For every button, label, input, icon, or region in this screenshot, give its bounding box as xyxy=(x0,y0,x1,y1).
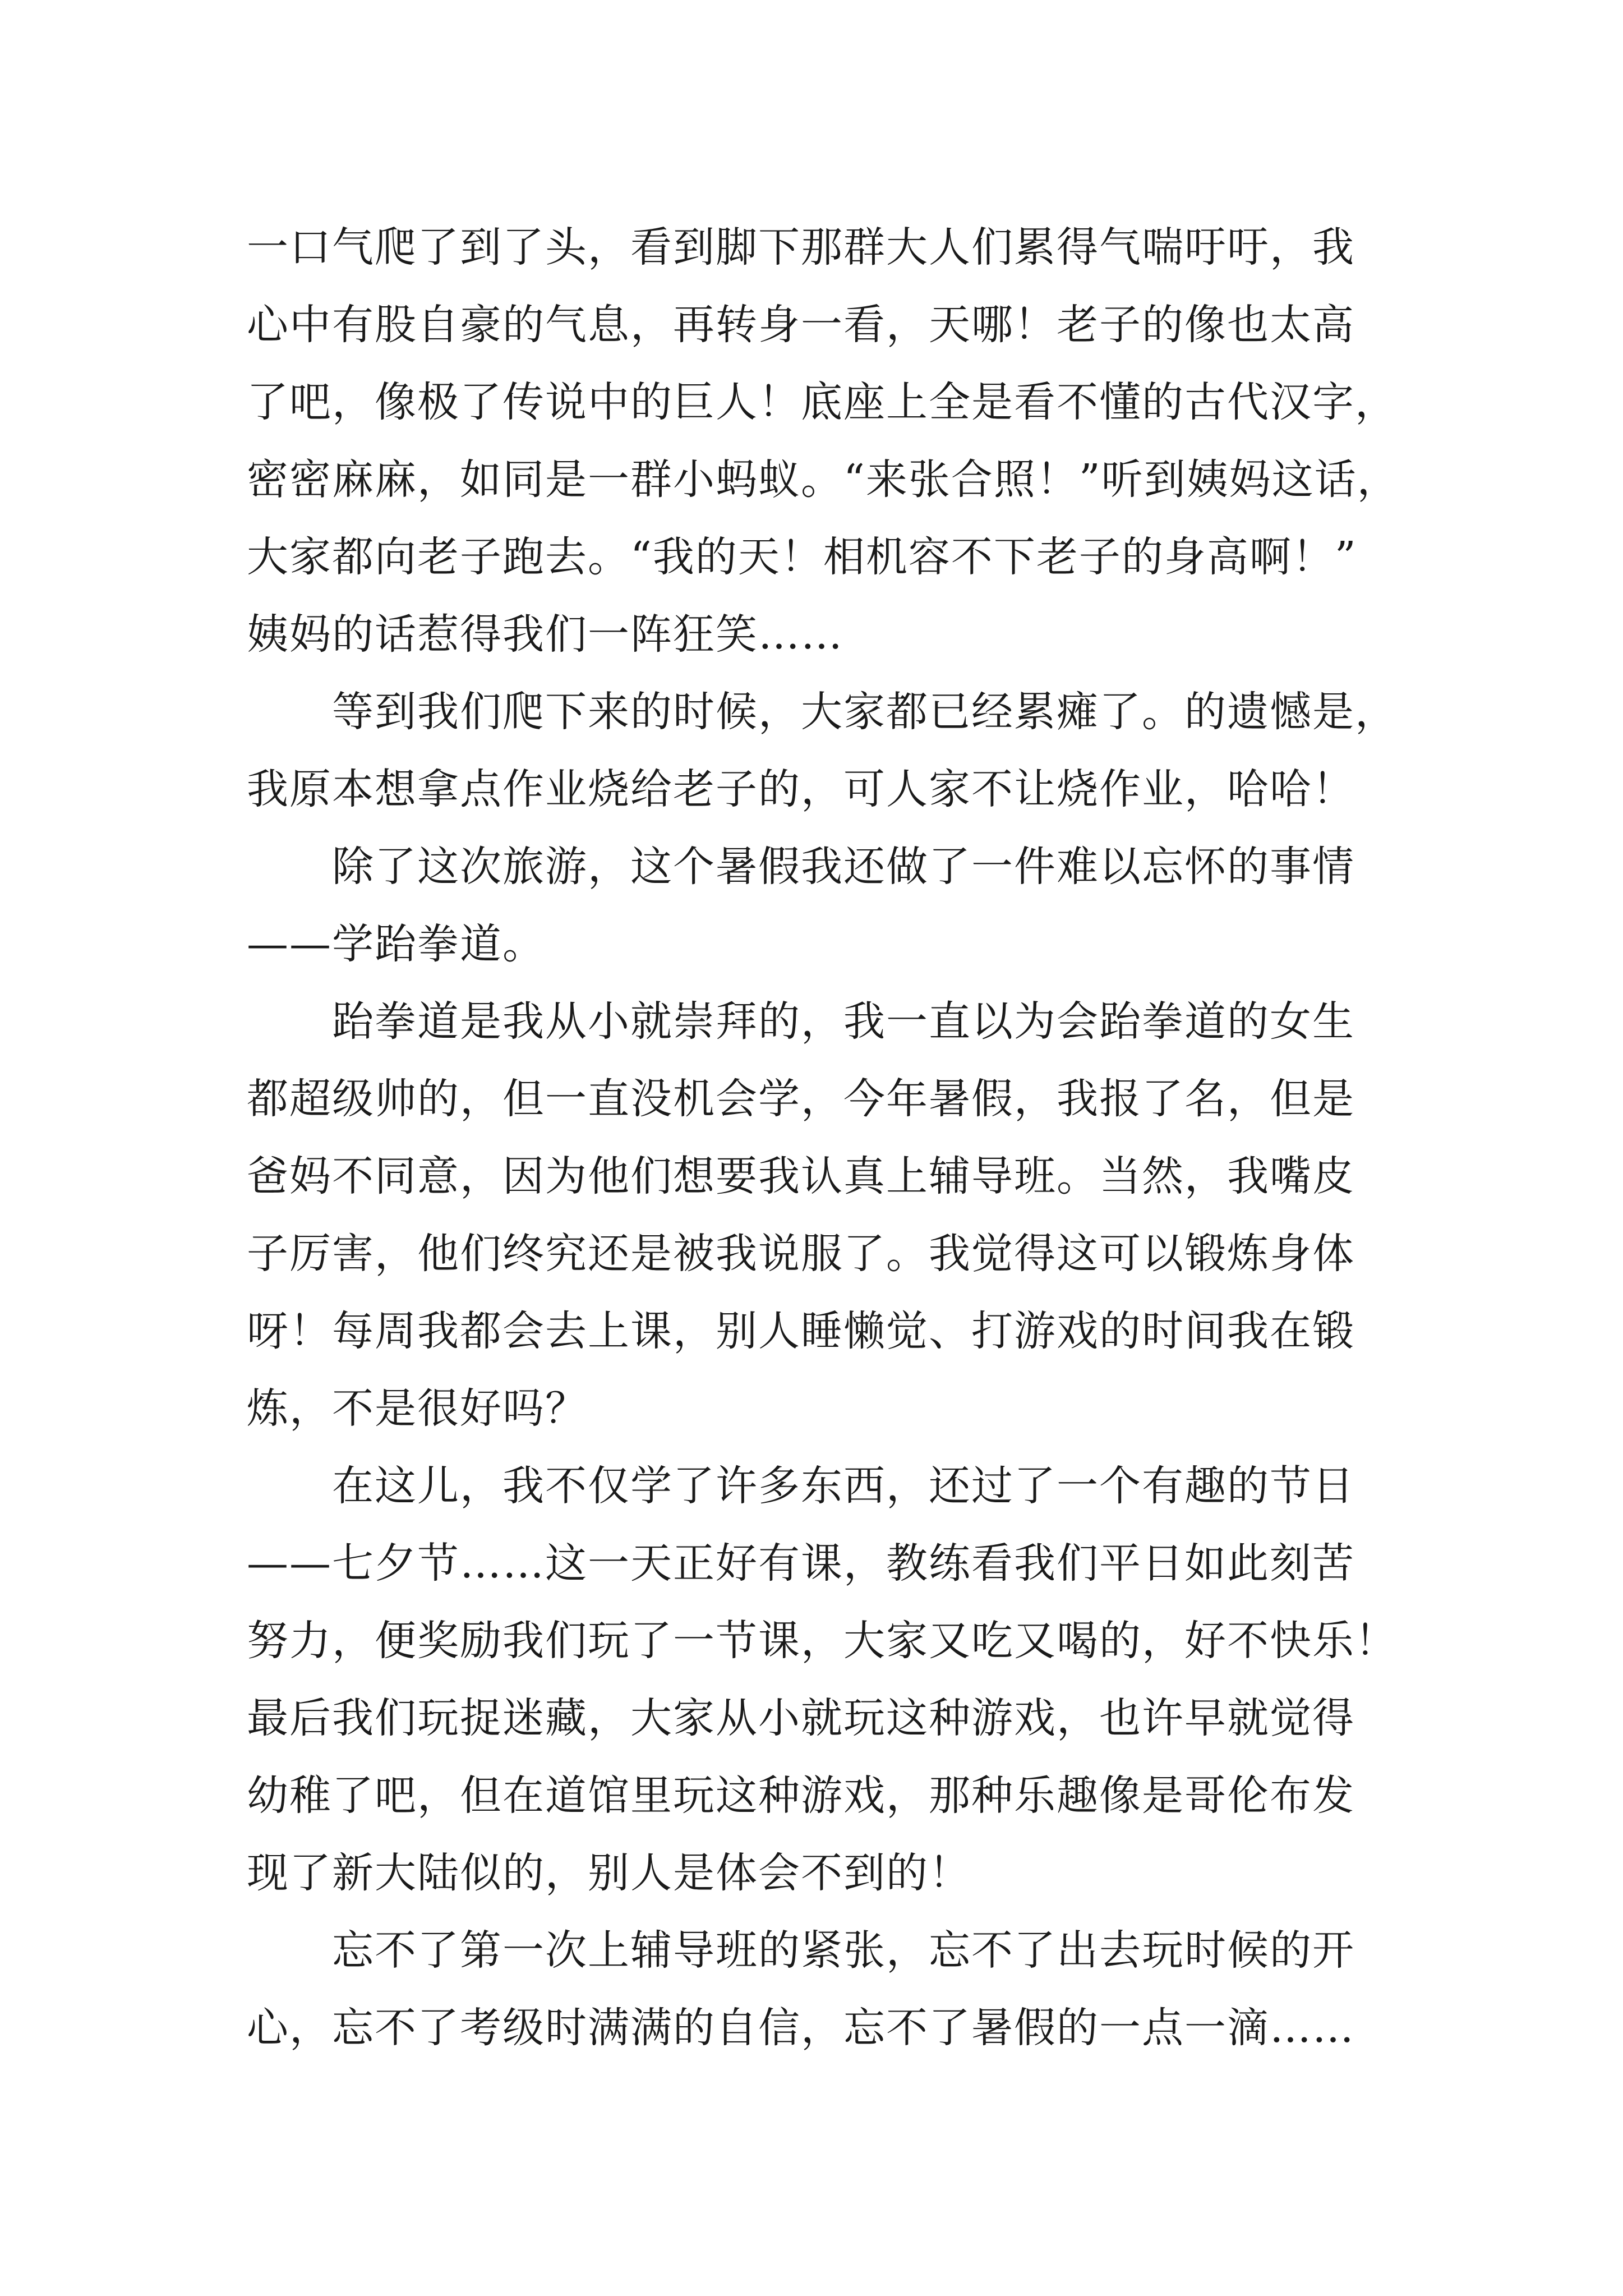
text-line: 现了新大陆似的，别人是体会不到的！ xyxy=(247,1849,971,1897)
text-line: 呀！每周我都会去上课，别人睡懒觉、打游戏的时间我在锻 xyxy=(247,1307,1355,1355)
text-line: 等到我们爬下来的时候，大家都已经累瘫了。的遗憾是， xyxy=(332,688,1398,736)
text-line: 一口气爬了到了头，看到脚下那群大人们累得气喘吁吁，我 xyxy=(247,223,1355,272)
text-line: 炼，不是很好吗？ xyxy=(247,1384,588,1433)
paragraph-6 xyxy=(247,1912,1430,2067)
text-line: 爸妈不同意，因为他们想要我认真上辅导班。当然，我嘴皮 xyxy=(247,1152,1355,1200)
text-line: 密密麻麻，如同是一群小蚂蚁。“来张合照！”听到姨妈这话， xyxy=(247,455,1400,504)
text-line: 除了这次旅游，这个暑假我还做了一件难以忘怀的事情 xyxy=(332,843,1355,891)
text-line: 心中有股自豪的气息，再转身一看，天哪！老子的像也太高 xyxy=(247,301,1355,349)
text-line: ——七夕节……这一天正好有课，教练看我们平日如此刻苦 xyxy=(247,1539,1355,1588)
paragraph-1 xyxy=(247,209,1430,673)
paragraph-2 xyxy=(247,673,1430,828)
text-line: 在这儿，我不仅学了许多东西，还过了一个有趣的节日 xyxy=(332,1462,1355,1510)
paragraph-3 xyxy=(247,828,1430,983)
text-line: ——学跆拳道。 xyxy=(247,920,545,968)
text-line: 最后我们玩捉迷藏，大家从小就玩这种游戏，也许早就觉得 xyxy=(247,1694,1355,1742)
text-line: 跆拳道是我从小就崇拜的，我一直以为会跆拳道的女生 xyxy=(332,997,1355,1046)
document-body xyxy=(247,209,1430,2067)
text-line: 忘不了第一次上辅导班的紧张，忘不了出去玩时候的开 xyxy=(332,1926,1355,1975)
text-line: 大家都向老子跑去。“我的天！相机容不下老子的身高啊！” xyxy=(247,533,1357,581)
text-line: 姨妈的话惹得我们一阵狂笑…… xyxy=(247,610,843,659)
text-line: 子厉害，他们终究还是被我说服了。我觉得这可以锻炼身体 xyxy=(247,1230,1355,1278)
text-line: 我原本想拿点作业烧给老子的，可人家不让烧作业，哈哈！ xyxy=(247,765,1355,813)
text-line: 了吧，像极了传说中的巨人！底座上全是看不懂的古代汉字， xyxy=(247,378,1398,426)
paragraph-5 xyxy=(247,1447,1430,1912)
text-line: 努力，便奖励我们玩了一节课，大家又吃又喝的，好不快乐！ xyxy=(247,1617,1398,1665)
text-line: 都超级帅的，但一直没机会学，今年暑假，我报了名，但是 xyxy=(247,1075,1355,1123)
paragraph-4 xyxy=(247,983,1430,1447)
text-line: 心，忘不了考级时满满的自信，忘不了暑假的一点一滴…… xyxy=(247,2004,1355,2052)
text-line: 幼稚了吧，但在道馆里玩这种游戏，那种乐趣像是哥伦布发 xyxy=(247,1772,1355,1820)
